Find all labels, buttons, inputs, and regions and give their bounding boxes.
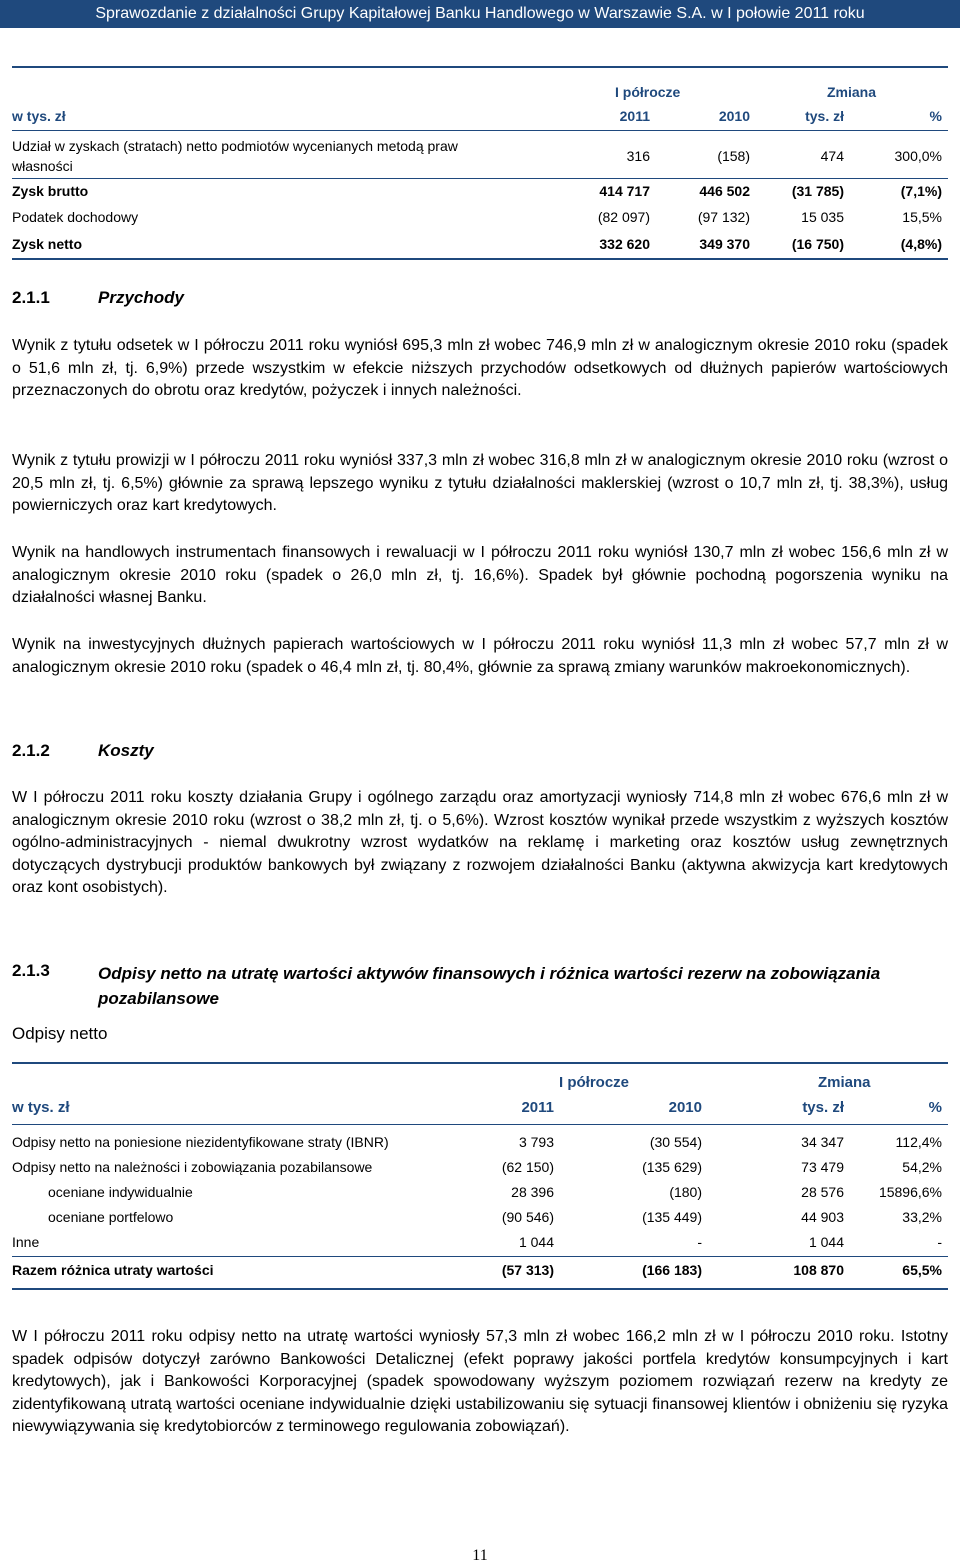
table-row <box>12 236 948 256</box>
table1-cell-diff: 15 035 <box>801 209 844 225</box>
table1-cell-2011: 316 <box>626 148 650 164</box>
table1-change-label: Zmiana <box>827 84 877 100</box>
table-row <box>12 1159 948 1179</box>
table1-row-label: Zysk brutto <box>12 183 89 199</box>
table1-cell-pct: 15,5% <box>902 209 942 225</box>
table2-row-label: Odpisy netto na należności i zobowiązania pozabilansowe <box>12 1159 373 1175</box>
section-212-title: Koszty <box>98 741 154 760</box>
table2-bottom-rule <box>12 1288 948 1290</box>
paragraph: Wynik na handlowych instrumentach finansowych i rewaluacji w I półroczu 2011 roku wyniósł 130,7 mln zł wobec 156,6 mln zł w analogicznym okresie 2010 roku (spadek o 26,0 mln zł, tj. 16,6%). Spadek był głównie pochodną pogorszenia wyniku na działalności własnej Banku. <box>12 544 948 607</box>
table2-cell-pct: 33,2% <box>902 1209 942 1225</box>
table2-cell-2010: (30 554) <box>649 1134 702 1150</box>
table2-cell-2010: (135 629) <box>642 1159 702 1175</box>
table1-mid-rule <box>12 178 948 179</box>
section-211-title: Przychody <box>98 288 184 307</box>
table2-cell-2011: (57 313) <box>501 1262 554 1278</box>
table2-cell-pct: 65,5% <box>902 1262 942 1278</box>
table2-cell-2011: (62 150) <box>501 1159 554 1175</box>
section-213-heading <box>12 961 948 1013</box>
table1-period-label: I półrocze <box>615 84 681 100</box>
paragraph: Wynik z tytułu prowizji w I półroczu 2011 roku wyniósł 337,3 mln zł wobec 316,8 mln zł w analogicznym okresie 2010 roku (wzrost o 20,5 mln zł, tj. 6,5%) głównie za sprawą lepszego wyniku z tytułu działalności maklerskiej (wzrost o 10,7 mln zł, tj. 38,3%), usług powierniczych oraz kart kredytowych. <box>12 452 948 515</box>
table1-row-label: Podatek dochodowy <box>12 209 139 225</box>
table1-cell-diff: (31 785) <box>791 183 844 199</box>
table2-cell-diff: 44 903 <box>801 1209 844 1225</box>
table1-cell-diff: (16 750) <box>791 236 844 252</box>
table2-cell-pct: - <box>937 1234 942 1250</box>
table1-cell-2011: 414 717 <box>599 183 650 199</box>
table2-cell-pct: 54,2% <box>902 1159 942 1175</box>
section-211-number: 2.1.1 <box>12 288 50 307</box>
table1-cell-2010: (158) <box>717 148 750 164</box>
table1-header-row-2 <box>12 108 948 128</box>
table2-change-label: Zmiana <box>818 1074 871 1091</box>
table2-col-pct: % <box>928 1099 942 1116</box>
table2-top-rule <box>12 1062 948 1064</box>
table1-header-row-1 <box>12 84 948 104</box>
section-212-number: 2.1.2 <box>12 741 50 760</box>
table2-cell-2011: 3 793 <box>518 1134 554 1150</box>
table2-cell-diff: 34 347 <box>801 1134 844 1150</box>
table-row <box>12 1134 948 1154</box>
table2-unit-label: w tys. zł <box>12 1099 70 1116</box>
table1-cell-diff: 474 <box>820 148 844 164</box>
table1-cell-2011: (82 097) <box>597 209 650 225</box>
table2-col-tys: tys. zł <box>802 1099 844 1116</box>
table1-unit-label: w tys. zł <box>12 108 66 124</box>
table2-header-row-2 <box>12 1099 948 1119</box>
table1-col-2010: 2010 <box>718 108 750 124</box>
table1-col-pct: % <box>929 108 942 124</box>
table2-cell-diff: 1 044 <box>808 1234 844 1250</box>
table1-row-label: Udział w zyskach (stratach) netto podmiotów wycenianych metodą praw własności <box>12 138 458 174</box>
table2-cell-diff: 28 576 <box>801 1184 844 1200</box>
section-213-number: 2.1.3 <box>12 961 50 980</box>
table-row <box>12 1184 948 1204</box>
table2-row-label: Odpisy netto na poniesione niezidentyfikowane straty (IBNR) <box>12 1134 389 1150</box>
table1-row-label: Zysk netto <box>12 236 83 252</box>
table1-cell-pct: (7,1%) <box>900 183 942 199</box>
table2-cell-2010: (135 449) <box>642 1209 702 1225</box>
table1-cell-pct: 300,0% <box>894 148 942 164</box>
table1-cell-pct: (4,8%) <box>900 236 942 252</box>
table1-bottom-rule <box>12 258 948 260</box>
odpisy-subtitle: Odpisy netto <box>12 1024 108 1043</box>
table-row <box>12 1234 948 1254</box>
table2-cell-2011: (90 546) <box>501 1209 554 1225</box>
table2-cell-2010: (166 183) <box>642 1262 702 1278</box>
table2-period-label: I półrocze <box>559 1074 630 1091</box>
table2-cell-2010: - <box>697 1234 702 1250</box>
table-row <box>12 209 948 229</box>
section-213-title: Odpisy netto na utratę wartości aktywów finansowych i różnica wartości rezerw na zobowiązania pozabilansowe <box>98 964 881 1008</box>
table2-cell-pct: 15896,6% <box>878 1184 942 1200</box>
table2-cell-2010: (180) <box>669 1184 702 1200</box>
table-row <box>12 1209 948 1229</box>
table2-header-rule <box>12 1124 948 1125</box>
table1-col-2011: 2011 <box>619 108 650 124</box>
table1-cell-2011: 332 620 <box>599 236 650 252</box>
paragraph: W I półroczu 2011 roku odpisy netto na utratę wartości wyniosły 57,3 mln zł wobec 166,2 mln zł w I półroczu 2010 roku. Istotny spadek odpisów dotyczył zarówno Bankowości Detalicznej (efekt poprawy jakości portfela kredytów konsumpcyjnych i kart kredytowych), jak i Bankowości Korporacyjnej (spadek spowodowany wyższym poziomem rozwiązań rezerw na kredyty ze zidentyfikowaną utratą wartości oceniane indywidualnie dzięki ustabilizowaniu się sytuacji finansowej klientów i obniżeniu się ryzyka niewywiązywania się kredytobiorców z terminowego regulowania zobowiązań). <box>12 1328 948 1436</box>
table1-cell-2010: 446 502 <box>699 183 750 199</box>
paragraph: W I półroczu 2011 roku koszty działania Grupy i ogólnego zarządu oraz amortyzacji wyniosły 714,8 mln zł wobec 676,6 mln zł w analogicznym okresie 2010 roku (wzrost o 38,2 mln zł, tj. o 5,6%). Wzrost kosztów wynikał przede wszystkim z wyższych kosztów ogólno-administracyjnych - niemal dwukrotny wzrost wydatków na reklamę i marketing oraz kosztów usług zewnętrznych dotyczących dystrybucji produktów bankowych był związany z rozwojem działalności Banku (aktywna akwizycja kart kredytowych oraz kont osobistych). <box>12 789 948 897</box>
table2-cell-2011: 1 044 <box>518 1234 554 1250</box>
table-row <box>12 183 948 203</box>
table1-top-rule <box>12 66 948 68</box>
table2-row-label: Razem różnica utraty wartości <box>12 1262 214 1278</box>
table2-total-rule <box>12 1256 948 1257</box>
table1-col-tys: tys. zł <box>805 108 844 124</box>
table2-cell-2011: 28 396 <box>511 1184 554 1200</box>
table2-col-2010: 2010 <box>668 1099 702 1116</box>
report-header <box>0 0 960 28</box>
table2-cell-diff: 73 479 <box>801 1159 844 1175</box>
table1-cell-2010: 349 370 <box>699 236 750 252</box>
table-row <box>12 136 948 178</box>
table2-cell-diff: 108 870 <box>793 1262 844 1278</box>
paragraph: Wynik na inwestycyjnych dłużnych papierach wartościowych w I półroczu 2011 roku wyniósł 11,3 mln zł wobec 57,7 mln zł w analogicznym okresie 2010 roku (spadek o 46,4 mln zł, tj. 80,4%, głównie za sprawą zmiany warunków makroekonomicznych). <box>12 636 948 676</box>
page-number: 11 <box>472 1547 488 1564</box>
report-header-title: Sprawozdanie z działalności Grupy Kapitałowej Banku Handlowego w Warszawie S.A. w I połowie 2011 roku <box>95 5 865 22</box>
table2-col-2011: 2011 <box>521 1099 554 1116</box>
table1-cell-2010: (97 132) <box>697 209 750 225</box>
table2-row-label: oceniane portfelowo <box>48 1209 174 1225</box>
table2-row-label: oceniane indywidualnie <box>48 1184 193 1200</box>
table2-row-label: Inne <box>12 1234 40 1250</box>
table2-header-row-1 <box>12 1074 948 1094</box>
table2-cell-pct: 112,4% <box>895 1134 942 1150</box>
table1-header-rule <box>12 130 948 131</box>
paragraph: Wynik z tytułu odsetek w I półroczu 2011 roku wyniósł 695,3 mln zł wobec 746,9 mln zł w analogicznym okresie 2010 roku (spadek o 51,6 mln zł, tj. 6,9%) przede wszystkim w efekcie niższych przychodów odsetkowych od dłużnych papierów wartościowych przeznaczonych do obrotu oraz kredytów, pożyczek i innych należności. <box>12 337 948 400</box>
table-row <box>12 1262 948 1282</box>
